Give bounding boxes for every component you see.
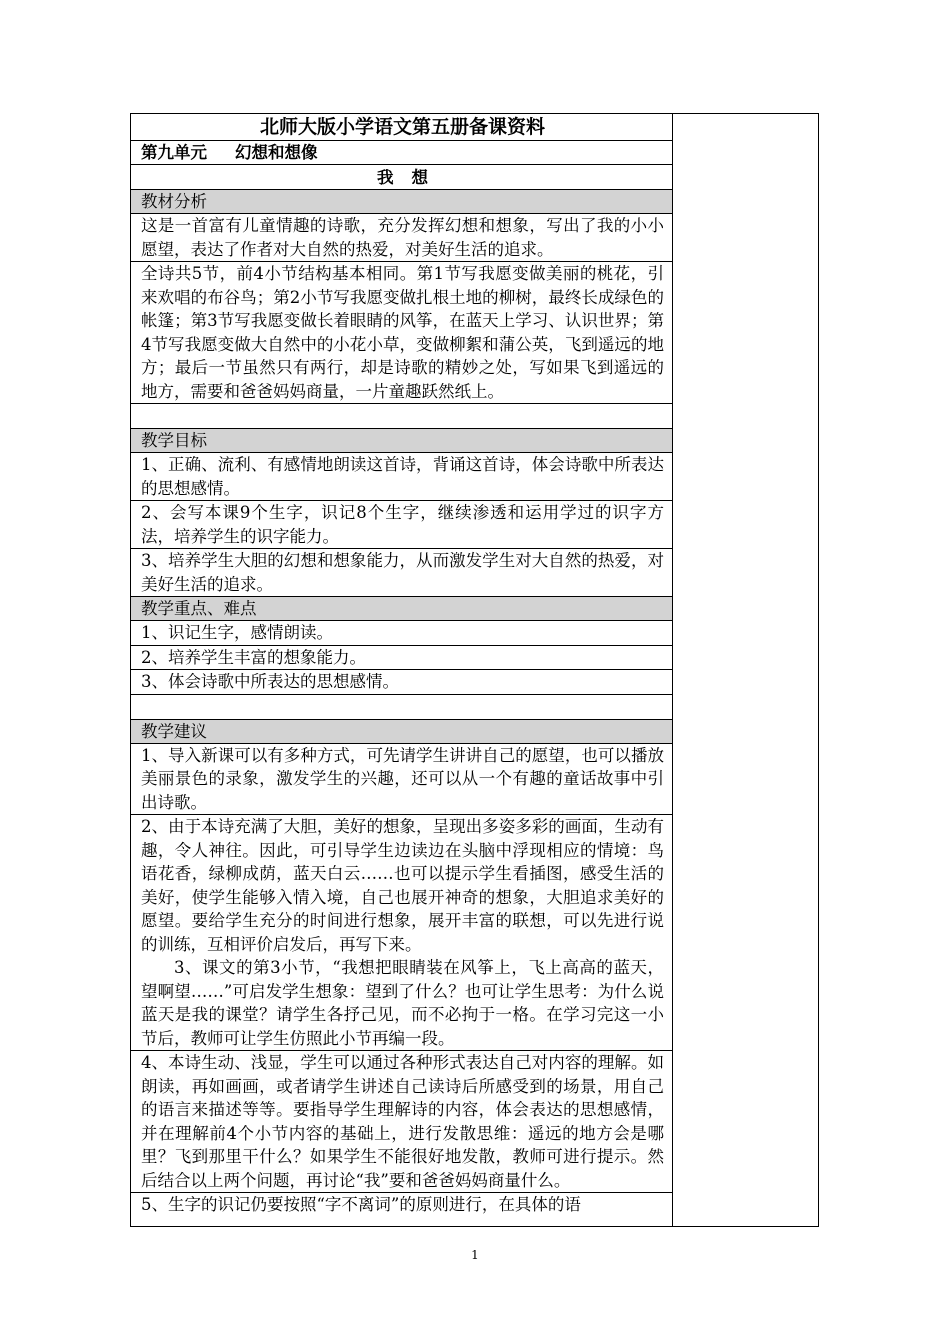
page-number: 1: [471, 1248, 479, 1262]
section-heading-text: 教材分析: [141, 192, 207, 211]
suggestion-item: 2、由于本诗充满了大胆，美好的想象，呈现出多姿多彩的画面，生动有趣，令人神往。因此，可引导学生边读边在头脑中浮现相应的情境：鸟语花香，绿柳成荫，蓝天白云……也可以提示学生看插图，感受生活的美好，使学生能够入情入境，自己也展开神奇的想象，大胆追求美好的愿望。要给学生充分的时间进行想象，展开丰富的联想，可以先进行说的训练，互相评价启发后，再写下来。: [141, 817, 664, 954]
document-title: 北师大版小学语文第五册备课资料: [131, 114, 672, 141]
suggestion-item: 4、本诗生动、浅显，学生可以通过各种形式表达自己对内容的理解。如朗读，再如画画，或者请学生讲述自己读诗后所感受到的场景，用自己的语言来描述等等。要指导学生理解诗的内容，体会表达的思想感情，并在理解前4个小节内容的基础上，进行发散思维：遥远的地方会是哪里？飞到那里干什么？如果学生不能很好地发散，教师可进行提示。然后结合以上两个问题，再讨论“我”要和爸爸妈妈商量什么。: [131, 1051, 672, 1193]
suggestion-item: 5、生字的识记仍要按照“字不离词”的原则进行，在具体的语: [141, 1195, 581, 1214]
lesson-title: [131, 165, 672, 190]
goal-item: 1、正确、流利、有感情地朗读这首诗，背诵这首诗，体会诗歌中所表达的思想感情。: [131, 453, 672, 501]
empty-row: [131, 695, 672, 720]
keypoint-item: 2、培养学生丰富的想象能力。: [131, 646, 672, 671]
lesson-title-char1: 我: [377, 168, 394, 187]
section-heading-analysis: [131, 190, 672, 214]
section-heading-suggestions: [131, 720, 672, 744]
unit-name: 幻想和想像: [235, 143, 318, 162]
goal-item: 2、会写本课9个生字，识记8个生字，继续渗透和运用学过的识字方法，培养学生的识字能力。: [131, 501, 672, 549]
suggestion-item-group: [131, 815, 672, 1051]
unit-label: 第九单元: [141, 143, 207, 162]
goal-item: 3、培养学生大胆的幻想和想象能力，从而激发学生对大自然的热爱，对美好生活的追求。: [131, 549, 672, 597]
section-heading-text: 教学建议: [141, 721, 207, 741]
lesson-table: [131, 114, 672, 1217]
keypoint-item: 1、识记生字，感情朗读。: [131, 621, 672, 646]
section-heading-goals: [131, 429, 672, 453]
lesson-title-char2: 想: [411, 168, 428, 187]
suggestion-item: 3、课文的第3小节，“我想把眼睛装在风筝上，飞上高高的蓝天，望啊望……”可启发学生想象：望到了什么？也可让学生思考：为什么说蓝天是我的课堂？请学生各抒己见，而不必拘于一格。在学习完这一小节后，教师可让学生仿照此小节再编一段。: [141, 958, 664, 1048]
right-column-divider: [672, 113, 673, 1227]
section-heading-keypoints: [131, 597, 672, 621]
analysis-paragraph: 这是一首富有儿童情趣的诗歌，充分发挥幻想和想象，写出了我的小小愿望，表达了作者对大自然的热爱，对美好生活的追求。: [131, 214, 672, 262]
keypoint-item: 3、体会诗歌中所表达的思想感情。: [131, 670, 672, 695]
unit-heading: [131, 141, 672, 165]
analysis-paragraph: 全诗共5节，前4小节结构基本相同。第1节写我愿变做美丽的桃花，引来欢唱的布谷鸟；第2小节写我愿变做扎根土地的柳树，最终长成绿色的帐篷；第3节写我愿变做长着眼睛的风筝，在蓝天上学习、认识世界；第4节写我愿变做大自然中的小花小草，变做柳絮和蒲公英，飞到遥远的地方；最后一节虽然只有两行，却是诗歌的精妙之处，写如果飞到遥远的地方，需要和爸爸妈妈商量，一片童趣跃然纸上。: [131, 262, 672, 404]
section-heading-text: 教学重点、难点: [141, 599, 257, 618]
suggestion-item: 1、导入新课可以有多种方式，可先请学生讲讲自己的愿望，也可以播放美丽景色的录象，激发学生的兴趣，还可以从一个有趣的童话故事中引出诗歌。: [131, 744, 672, 816]
section-heading-text: 教学目标: [141, 431, 207, 450]
empty-row: [131, 404, 672, 429]
